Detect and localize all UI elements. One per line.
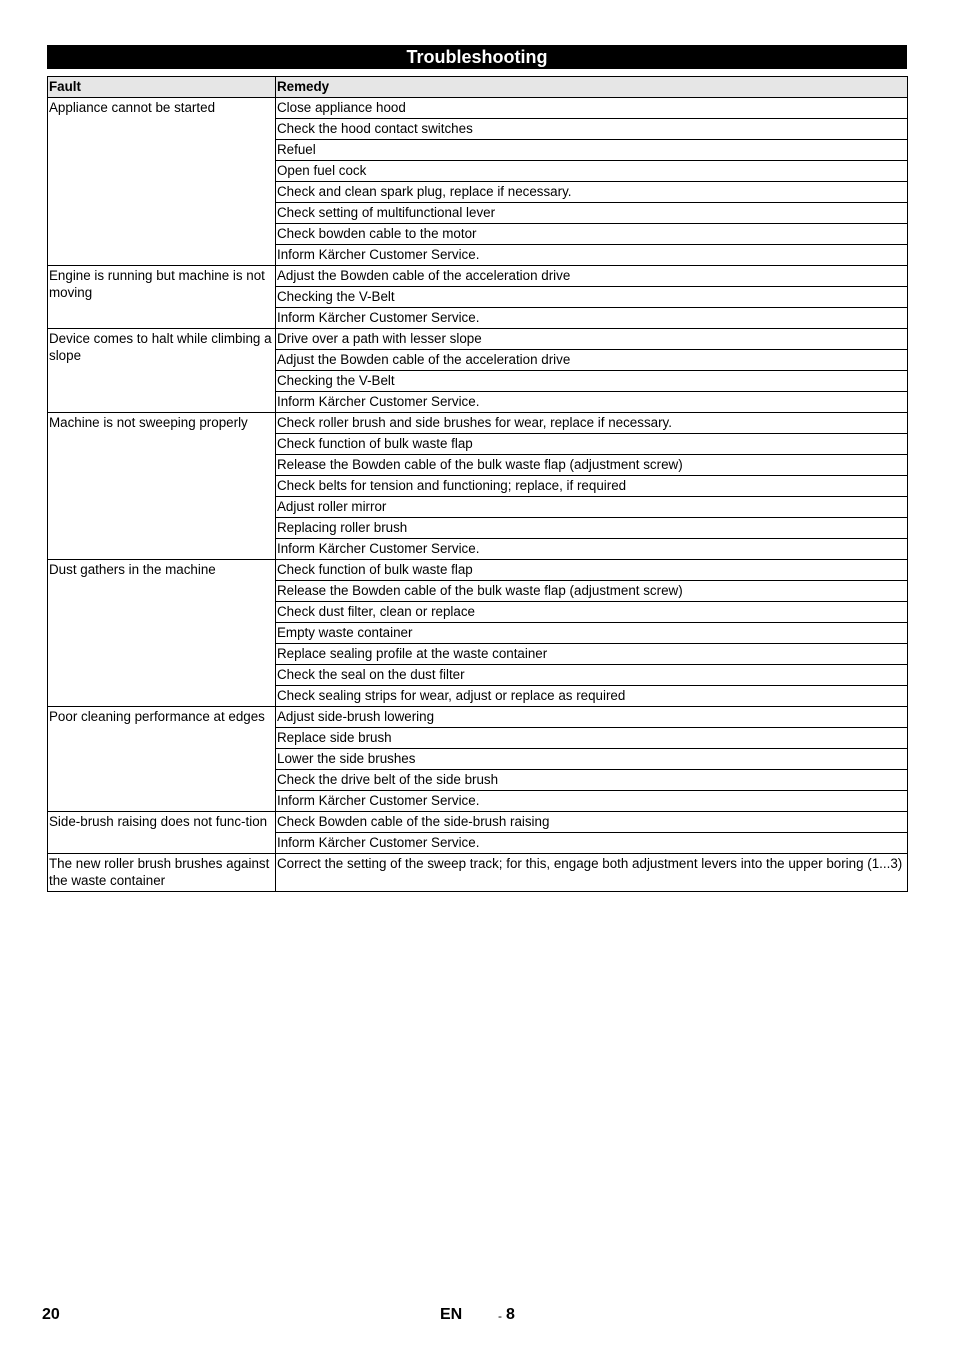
remedy-cell: Inform Kärcher Customer Service. [276,392,908,413]
remedy-cell: Check and clean spark plug, replace if necessary. [276,182,908,203]
remedy-cell: Open fuel cock [276,161,908,182]
remedy-cell: Check function of bulk waste flap [276,434,908,455]
remedy-cell: Check Bowden cable of the side-brush raising [276,812,908,833]
section-title: Troubleshooting [47,45,907,69]
remedy-cell: Check roller brush and side brushes for wear, replace if necessary. [276,413,908,434]
remedy-cell: Adjust the Bowden cable of the acceleration drive [276,350,908,371]
remedy-column-header: Remedy [276,77,908,98]
remedy-cell: Check dust filter, clean or replace [276,602,908,623]
fault-cell: Device comes to halt while climbing a slope [48,329,276,413]
fault-cell: Machine is not sweeping properly [48,413,276,560]
fault-cell: Engine is running but machine is not moving [48,266,276,329]
remedy-cell: Replace sealing profile at the waste container [276,644,908,665]
remedy-cell: Release the Bowden cable of the bulk waste flap (adjustment screw) [276,581,908,602]
remedy-cell: Drive over a path with lesser slope [276,329,908,350]
remedy-cell: Check the hood contact switches [276,119,908,140]
table-row [48,413,908,434]
table-row [48,560,908,581]
remedy-cell: Lower the side brushes [276,749,908,770]
remedy-cell: Inform Kärcher Customer Service. [276,539,908,560]
fault-column-header: Fault [48,77,276,98]
page-number: 20 [42,1306,60,1323]
remedy-cell: Check setting of multifunctional lever [276,203,908,224]
remedy-cell: Inform Kärcher Customer Service. [276,791,908,812]
fault-cell: Appliance cannot be started [48,98,276,266]
table-row [48,266,908,287]
sub-page-number: 8 [506,1306,515,1323]
remedy-cell: Check sealing strips for wear, adjust or replace as required [276,686,908,707]
remedy-cell: Check belts for tension and functioning; replace, if required [276,476,908,497]
footer-separator: - [498,1309,502,1323]
remedy-cell: Check function of bulk waste flap [276,560,908,581]
table-row [48,329,908,350]
remedy-cell: Check bowden cable to the motor [276,224,908,245]
remedy-cell: Inform Kärcher Customer Service. [276,245,908,266]
troubleshooting-table [47,76,908,892]
remedy-cell: Adjust the Bowden cable of the acceleration drive [276,266,908,287]
table-row [48,812,908,833]
fault-cell: Poor cleaning performance at edges [48,707,276,812]
remedy-cell: Check the seal on the dust filter [276,665,908,686]
fault-cell: The new roller brush brushes against the waste container [48,854,276,892]
remedy-cell: Correct the setting of the sweep track; for this, engage both adjustment levers into the upper boring (1...3) [276,854,908,892]
remedy-cell: Empty waste container [276,623,908,644]
remedy-cell: Replace side brush [276,728,908,749]
table-body [48,98,908,892]
remedy-cell: Checking the V-Belt [276,287,908,308]
table-header-row [48,77,908,98]
remedy-cell: Inform Kärcher Customer Service. [276,308,908,329]
table-row [48,707,908,728]
remedy-cell: Check the drive belt of the side brush [276,770,908,791]
table-row [48,98,908,119]
remedy-cell: Inform Kärcher Customer Service. [276,833,908,854]
remedy-cell: Checking the V-Belt [276,371,908,392]
remedy-cell: Adjust roller mirror [276,497,908,518]
remedy-cell: Adjust side-brush lowering [276,707,908,728]
fault-cell: Dust gathers in the machine [48,560,276,707]
remedy-cell: Release the Bowden cable of the bulk waste flap (adjustment screw) [276,455,908,476]
fault-cell: Side-brush raising does not func-tion [48,812,276,854]
language-code: EN [440,1306,463,1323]
table-row [48,854,908,892]
remedy-cell: Refuel [276,140,908,161]
remedy-cell: Close appliance hood [276,98,908,119]
remedy-cell: Replacing roller brush [276,518,908,539]
